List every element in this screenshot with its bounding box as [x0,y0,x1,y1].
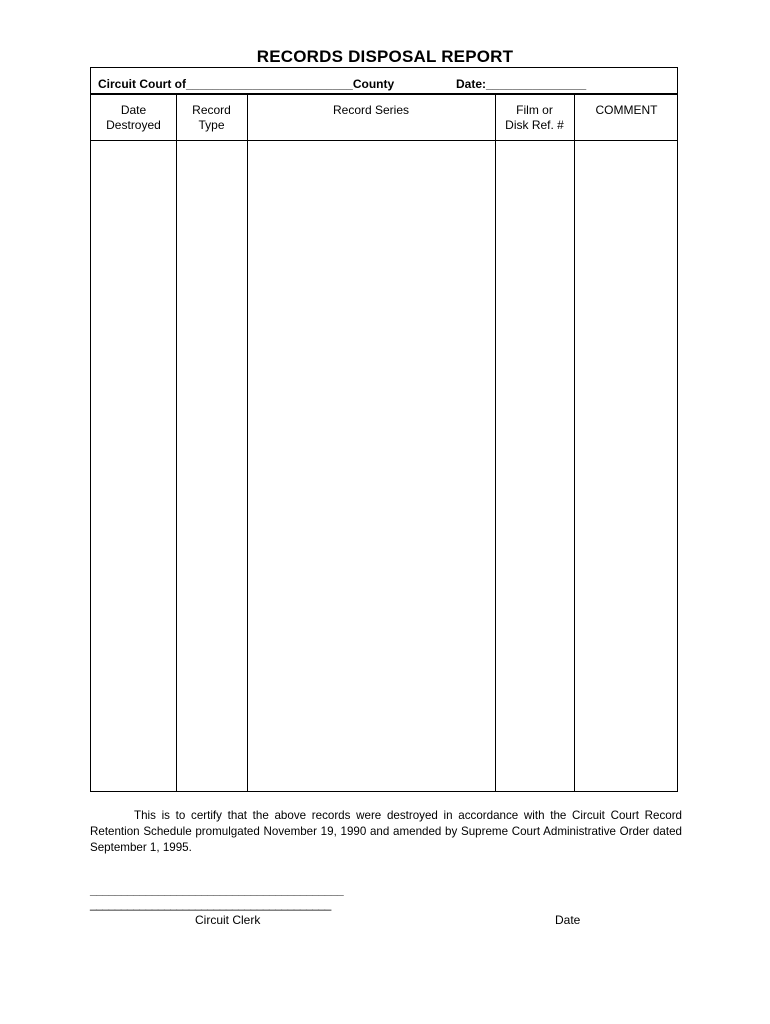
page-title: RECORDS DISPOSAL REPORT [256,47,514,66]
signature-line-lower: _______________________________________ [90,897,331,911]
column-header-record-type [176,103,247,133]
column-header-divider [91,140,677,141]
column-divider [574,95,575,791]
column-header-line1: Record [192,103,231,117]
signature-date-label: Date [555,913,581,927]
column-divider [247,95,248,791]
column-header-line2: Destroyed [106,118,161,132]
column-header-line2: Disk Ref. # [505,118,564,132]
column-divider [495,95,496,791]
column-divider [176,95,177,791]
circuit-court-county-field[interactable]: Circuit Court of_________________________County [98,77,395,91]
disposal-form [90,67,678,792]
column-header-line1: COMMENT [595,103,658,117]
column-header-record-series [247,103,495,118]
signature-line[interactable]: _________________________________________ [90,883,344,897]
report-date-field[interactable]: Date:_______________ [456,77,587,91]
form-header-row [91,68,677,95]
column-header-film-disk-ref [495,103,574,133]
circuit-clerk-label: Circuit Clerk [195,913,261,927]
column-header-line1: Film or [516,103,553,117]
certification-statement: This is to certify that the above records were destroyed in accordance with the Circuit Court Record Retention Schedule promulgated November 19, 1990 and amended by Supreme Court Administrative Order dated September 1, 1995. [90,809,682,854]
column-header-date-destroyed [91,103,176,133]
column-header-line1: Date [120,103,147,117]
column-header-comment [574,103,679,118]
column-header-line2: Type [198,118,225,132]
column-header-line1: Record Series [332,103,410,117]
